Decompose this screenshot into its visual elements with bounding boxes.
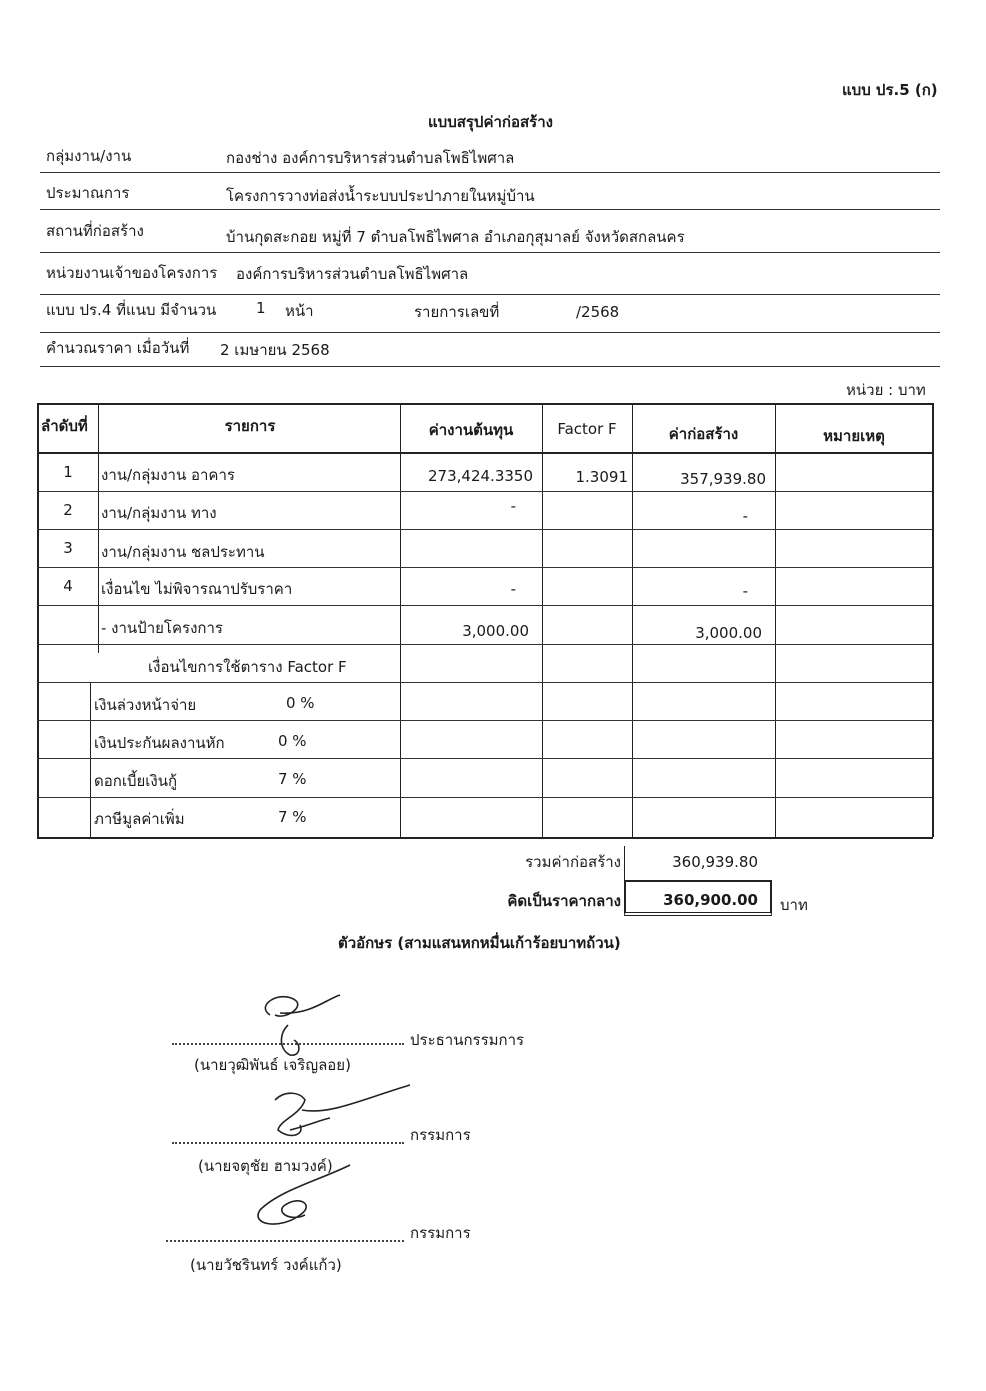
- conditions-title: เงื่อนไขการใช้ตาราง Factor F: [148, 658, 347, 676]
- item-no-value: /2568: [576, 303, 620, 321]
- condition-vat-label: ภาษีมูลค่าเพิ่ม: [94, 810, 185, 828]
- attach-label: แบบ ปร.4 ที่แนบ มีจำนวน: [46, 301, 217, 319]
- signature-member-2: [240, 1160, 380, 1240]
- row-2-item: งาน/กลุ่มงาน ทาง: [101, 504, 217, 522]
- median-value: 360,900.00: [663, 891, 758, 909]
- location-value: บ้านกุดสะกอย หมู่ที่ 7 ตำบลโพธิไพศาล อำเภอกุสุมาลย์ จังหวัดสกลนคร: [226, 228, 685, 246]
- header-no: ลำดับที่: [41, 417, 88, 435]
- signature-name-chairman: (นายวุฒิพันธ์ เจริญลอย): [194, 1056, 351, 1074]
- date-value: 2 เมษายน 2568: [220, 341, 330, 359]
- condition-interest-value: 7 %: [278, 770, 307, 788]
- org-label: กลุ่มงาน/งาน: [46, 147, 132, 165]
- amount-in-words: ตัวอักษร (สามแสนหกหมื่นเก้าร้อยบาทถ้วน): [338, 934, 621, 952]
- signature-role-member-1: กรรมการ: [410, 1126, 471, 1144]
- header-factor: Factor F: [557, 420, 617, 438]
- currency: บาท: [780, 896, 808, 914]
- row-1-no: 1: [63, 463, 73, 481]
- sum-label: รวมค่าก่อสร้าง: [525, 853, 621, 871]
- org-value: กองช่าง องค์การบริหารส่วนตำบลโพธิไพศาล: [226, 149, 515, 167]
- estimate-label: ประมาณการ: [46, 184, 130, 202]
- form-code: แบบ ปร.5 (ก): [842, 81, 938, 99]
- condition-retention-label: เงินประกันผลงานหัก: [94, 734, 225, 752]
- owner-label: หน่วยงานเจ้าของโครงการ: [46, 264, 218, 282]
- header-cost: ค่างานต้นทุน: [428, 421, 514, 439]
- date-label: คำนวณราคา เมื่อวันที่: [46, 339, 190, 357]
- condition-advance-label: เงินล่วงหน้าจ่าย: [94, 696, 197, 714]
- condition-interest-label: ดอกเบี้ยเงินกู้: [94, 772, 178, 790]
- condition-vat-value: 7 %: [278, 808, 307, 826]
- row-4-total: -: [742, 582, 748, 600]
- row-3-no: 3: [63, 539, 73, 557]
- owner-value: องค์การบริหารส่วนตำบลโพธิไพศาล: [236, 265, 469, 283]
- row-5-item: - งานป้ายโครงการ: [101, 619, 223, 637]
- header-total: ค่าก่อสร้าง: [668, 425, 739, 443]
- condition-retention-value: 0 %: [278, 732, 307, 750]
- signature-name-member-2: (นายวัชรินทร์ วงค์แก้ว): [190, 1256, 342, 1274]
- sum-value: 360,939.80: [672, 853, 758, 871]
- signature-role-chairman: ประธานกรรมการ: [410, 1031, 525, 1049]
- signature-member-1: [260, 1080, 420, 1160]
- row-1-cost: 273,424.3350: [428, 467, 533, 485]
- row-3-item: งาน/กลุ่มงาน ชลประทาน: [101, 543, 265, 561]
- estimate-value: โครงการวางท่อส่งน้ำระบบประปาภายในหมู่บ้าน: [226, 187, 535, 205]
- page-title: แบบสรุปค่าก่อสร้าง: [428, 113, 553, 131]
- median-label: คิดเป็นราคากลาง: [507, 892, 621, 910]
- attach-unit: หน้า: [285, 302, 314, 320]
- row-5-total: 3,000.00: [695, 624, 762, 642]
- row-5-cost: 3,000.00: [462, 622, 529, 640]
- signature-name-member-1: (นายจตุชัย ฮามวงค์): [198, 1157, 333, 1175]
- row-1-factor: 1.3091: [575, 468, 628, 486]
- unit-note: หน่วย : บาท: [846, 381, 926, 399]
- row-4-no: 4: [63, 577, 73, 595]
- signature-role-member-2: กรรมการ: [410, 1224, 471, 1242]
- row-2-total: -: [742, 507, 748, 525]
- signature-chairman: [250, 985, 360, 1080]
- row-2-cost: -: [510, 497, 516, 515]
- header-item: รายการ: [224, 417, 276, 435]
- row-4-item: เงื่อนไข ไม่พิจารณาปรับราคา: [101, 580, 293, 598]
- row-1-item: งาน/กลุ่มงาน อาคาร: [101, 466, 235, 484]
- condition-advance-value: 0 %: [286, 694, 315, 712]
- header-remark: หมายเหตุ: [823, 427, 885, 445]
- location-label: สถานที่ก่อสร้าง: [46, 222, 144, 240]
- row-4-cost: -: [510, 580, 516, 598]
- attach-count: 1: [256, 299, 266, 317]
- row-1-total: 357,939.80: [680, 470, 766, 488]
- row-2-no: 2: [63, 501, 73, 519]
- item-no-label: รายการเลขที่: [414, 303, 500, 321]
